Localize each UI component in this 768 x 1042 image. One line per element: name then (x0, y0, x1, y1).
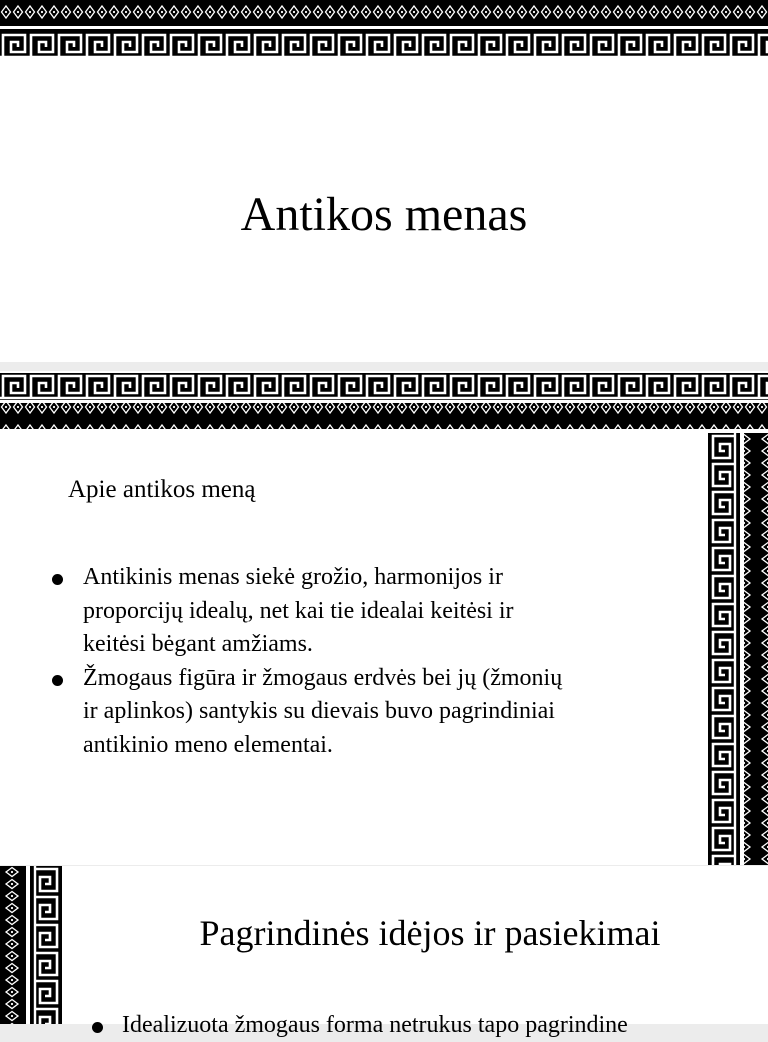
slide-title: Pagrindinės idėjos ir pasiekimai (199, 913, 661, 953)
bullet-dot-icon (92, 1022, 103, 1033)
list-item: Žmogaus figūra ir žmogaus erdvės bei jų (žmonių ir aplinkos) santykis su dievais buvo pagrindiniai antikinio meno elementai. (46, 662, 656, 763)
greek-key-border-top (0, 0, 768, 60)
left-border-band (0, 866, 62, 1024)
top-border-band (0, 0, 768, 60)
bullet-dot-icon (52, 675, 63, 686)
top-border-band (0, 371, 768, 431)
bullet-dot-icon (52, 574, 63, 585)
right-border-band (708, 433, 768, 865)
bullet-list (86, 1009, 726, 1042)
greek-key-border-left (0, 866, 62, 1024)
list-item: Idealizuota žmogaus forma netrukus tapo pagrindine (86, 1009, 726, 1042)
list-item: Antikinis menas siekė grožio, harmonijos ir proporcijų idealų, net kai tie idealai keitėsi ir keitėsi bėgant amžiams. (46, 561, 656, 662)
bullet-list (46, 561, 656, 762)
section-heading: Apie antikos meną (68, 476, 256, 503)
greek-key-border-top (0, 371, 768, 431)
slide-2 (0, 371, 768, 865)
slide-3 (0, 866, 768, 1038)
slide-title: Antikos menas (240, 188, 528, 241)
slide-1 (0, 0, 768, 362)
greek-key-border-right (708, 433, 768, 865)
